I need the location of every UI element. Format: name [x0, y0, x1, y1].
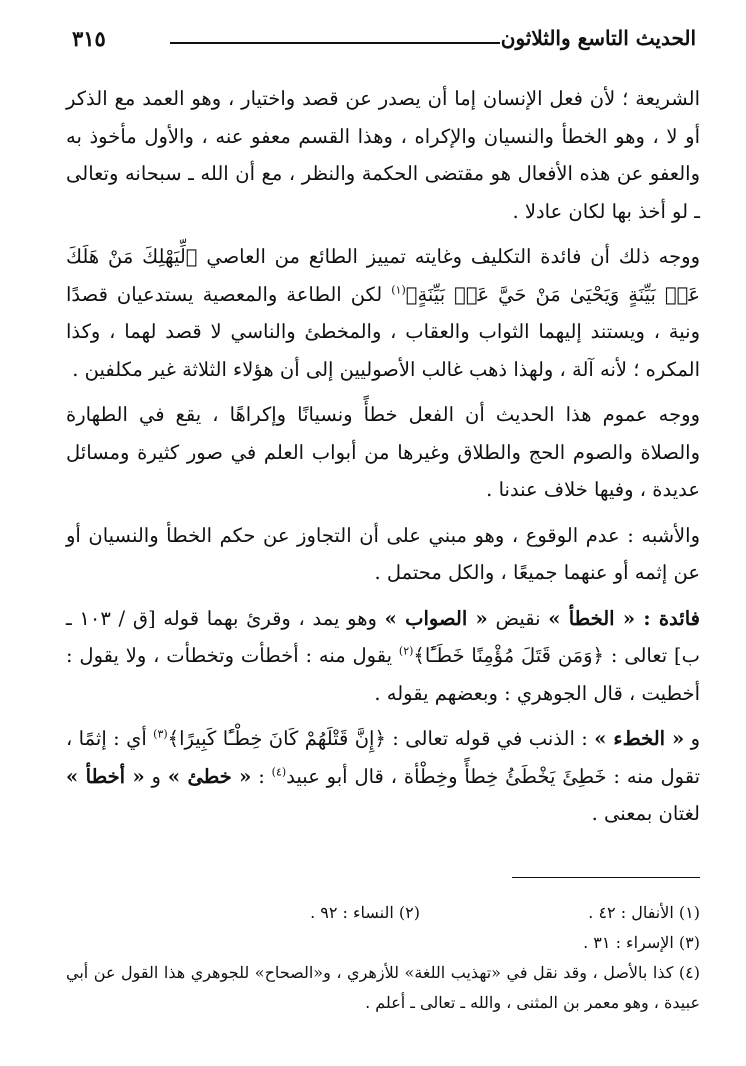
paragraph-2 — [66, 238, 700, 388]
paragraph-text: لغتان بمعنى . — [591, 802, 700, 825]
paragraph-4 — [66, 517, 700, 592]
footnote-4: (٤) كذا بالأصل ، وقد نقل في «تهذيب اللغة» للأزهري ، و«الصحاح» للجوهري هذا القول عن أبي عبيدة ، وهو معمر بن المثنى ، والله ـ تعالى ـ أعلم . — [66, 963, 700, 1012]
footnote-row — [66, 928, 700, 958]
bold-term: « خطئ » — [167, 764, 252, 788]
main-text — [66, 80, 700, 841]
paragraph-text: والأشبه : عدم الوقوع ، وهو مبني على أن التجاوز عن حكم الخطأ والنسيان أو عن إثمه أو عنهما جميعًا ، والكل محتمل . — [66, 523, 700, 584]
paragraph-6 — [66, 720, 700, 833]
paragraph-5 — [66, 600, 700, 713]
paragraph-text: وهو يمد ، وقرئ بهما قوله [ق / ١٠٣ ـ ب] تعالى : — [66, 606, 701, 667]
footnotes — [66, 898, 700, 1018]
running-header — [72, 22, 696, 56]
footnote-3: (٣) الإسراء : ٣١ . — [583, 933, 700, 952]
paragraph-text: يقول منه : أخطأت وتخطأت ، ولا يقول : أخطيت ، قال الجوهري : وبعضهم يقوله . — [66, 644, 700, 705]
paragraph-lead: فائدة : « الخطأ » — [548, 606, 700, 630]
footnote-2: (٢) النساء : ٩٢ . — [310, 903, 420, 922]
paragraph-text: ووجه عموم هذا الحديث أن الفعل خطأً ونسيانًا وإكراهًا ، يقع في الطهارة والصلاة والصوم الحج والطلاق وغيرها من أبواب العلم في صور كثيرة ومسائل عديدة ، وفيها خلاف عندنا . — [66, 403, 700, 501]
paragraph-text: أي : إثمًا ، تقول منه : خَطِئَ يَخْطَئُ خِطأً وخِطْأة ، قال أبو عبيد — [66, 727, 701, 788]
quran-verse: ﴿لِّيَهْلِكَ مَنْ هَلَكَ عَنۢ بَيِّنَةٍ وَيَحْيَىٰ مَنْ حَيَّ عَنۢ بَيِّنَةٍ﴾ — [66, 245, 700, 306]
paragraph-text: لكن الطاعة والمعصية يستدعيان قصدًا ونية ، ويستند إليهما الثواب والعقاب ، والمخطئ والناسي لا قصد لهما ، وكذا المكره ؛ لأنه آلة ، ولهذا ذهب غالب الأصوليين إلى أن هؤلاء الثلاثة غير مكلفين . — [66, 282, 700, 381]
paragraph-text: نقيض — [495, 606, 541, 630]
paragraph-text: : — [258, 764, 265, 788]
bold-term: « أخطأ » — [66, 764, 145, 788]
page-number: ٣١٥ — [72, 26, 106, 51]
footnote-ref-2: (٢) — [398, 644, 414, 658]
footnote-1: (١) الأنفال : ٤٢ . — [588, 903, 700, 922]
quran-verse: ﴿وَمَن قَتَلَ مُؤْمِنًا خَطَـًٔا﴾ — [413, 644, 604, 667]
paragraph-3 — [66, 396, 700, 509]
footnote-ref-1: (١) — [391, 283, 406, 296]
footnote-ref-4: (٤) — [271, 765, 287, 778]
bold-term: « الصواب » — [384, 606, 488, 630]
chapter-title: الحديث التاسع والثلاثون — [500, 26, 696, 50]
footnote-row — [66, 898, 700, 928]
paragraph-text: و — [151, 764, 161, 788]
quran-verse: ﴿إِنَّ قَتْلَهُمْ كَانَ خِطْـًٔا كَبِيرًا﴾ — [167, 727, 386, 750]
paragraph-text: و — [690, 727, 701, 750]
footnote-ref-3: (٣) — [153, 727, 168, 741]
paragraph-text: ووجه ذلك أن فائدة التكليف وغايته تمييز الطائع من العاصي — [206, 245, 700, 268]
paragraph-text: الشريعة ؛ لأن فعل الإنسان إما أن يصدر عن قصد واختيار ، وهو العمد مع الذكر أو لا ، وهو الخطأ والنسيان والإكراه ، وهذا القسم معفو عنه ، والأول مأخوذ به والعفو عن هذه الأفعال هو مقتضى الحكمة والنظر ، مع أن الله ـ سبحانه وتعالى ـ لو أخذ بها لكان عادلا . — [66, 87, 700, 223]
footnote-separator — [512, 877, 700, 878]
bold-term: « الخطء » — [594, 727, 685, 750]
paragraph-1 — [66, 80, 700, 230]
header-rule — [170, 42, 500, 44]
paragraph-text: : الذنب في قوله تعالى : — [392, 727, 588, 750]
